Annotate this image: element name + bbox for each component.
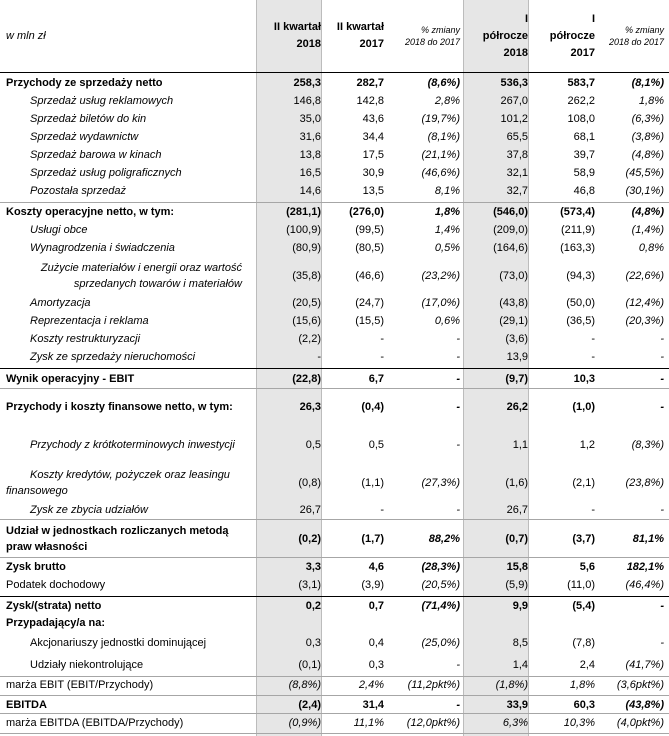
cell-h1-2018: 536,3 [500,77,528,89]
row-label: Reprezentacja i reklama [30,315,149,327]
cell-h1-2018: 33,9 [506,699,528,711]
cell-q-change: 1,8% [434,206,460,218]
cell-h1-2017 [531,614,595,632]
cell-q2-2018: (100,9) [286,224,321,236]
cell-h1-2018: 15,8 [506,561,528,573]
cell-h1-2018: (0,7) [505,533,528,545]
row-divider [0,368,669,369]
cell-q2-2017: 13,5 [362,185,384,197]
cell-h1-2018: 13,9 [506,351,528,363]
row-label: Pozostała sprzedaż [30,185,126,197]
cell-h1-2017: 46,8 [573,185,595,197]
table-row [0,558,669,576]
table-row [0,426,669,464]
cell-h-change: 81,1% [632,533,664,545]
cell-h-change: - [660,401,664,413]
cell-q2-2017: 30,9 [362,167,384,179]
table-row [0,257,669,294]
cell-h1-2017: 10,3% [563,717,595,729]
cell-q2-2017: - [380,504,384,516]
cell-q2-2018: (22,8) [292,373,321,385]
table-row [0,598,669,614]
cell-q2-2018 [256,614,321,632]
cell-q-change: 0,5% [434,242,460,254]
cell-h-change: (23,8%) [625,477,664,489]
cell-h1-2018: 26,2 [506,401,528,413]
table-row [0,632,669,654]
row-divider [0,676,669,677]
cell-h-change: (12,4%) [625,297,664,309]
table-row [0,714,669,732]
row-label: Usługi obce [30,224,88,236]
row-label: Sprzedaż usług reklamowych [30,95,174,107]
cell-h1-2018: (43,8) [499,297,528,309]
cell-h-change: - [660,333,664,345]
cell-q2-2018: (0,8) [298,477,321,489]
cell-q2-2017: 0,3 [368,659,384,671]
cell-h1-2017: 5,6 [579,561,595,573]
table-row [0,502,669,518]
row-label: marża EBIT (EBIT/Przychody) [6,679,154,691]
cell-h-change: (8,1%) [631,77,664,89]
cell-h1-2018: (164,6) [493,242,528,254]
unit-label: w mln zł [6,30,46,42]
cell-h1-2018: (29,1) [499,315,528,327]
cell-q2-2018: (0,2) [298,533,321,545]
cell-q2-2017: (24,7) [355,297,384,309]
table-row [0,464,669,502]
cell-q-change: 2,8% [434,95,460,107]
cell-q2-2017: (99,5) [355,224,384,236]
col-header-h1-2017: I półrocze 2017 [549,12,595,59]
cell-q2-2017: 282,7 [356,77,384,89]
cell-h1-2018: (73,0) [499,269,528,282]
cell-q-change: (46,6%) [421,167,460,179]
table-row [0,128,669,146]
row-label: Przychody z krótkoterminowych inwestycji [30,439,235,451]
table-row [0,294,669,312]
cell-q2-2018: (3,1) [298,579,321,591]
cell-h1-2017: (94,3) [566,269,595,282]
cell-q2-2018: (281,1) [286,206,321,218]
cell-q2-2017: (46,6) [355,269,384,282]
cell-h1-2017: (36,5) [566,315,595,327]
table-row [0,696,669,714]
cell-h1-2017: 262,2 [567,95,595,107]
row-label: Zysk brutto [6,561,66,573]
col-header-q2-2018: II kwartał 2018 [273,21,321,50]
row-divider [0,713,669,714]
cell-h-change: (3,8%) [631,131,664,143]
cell-h1-2018: (5,9) [505,579,528,591]
row-label: Wynik operacyjny - EBIT [6,373,135,385]
row-label: Zysk ze sprzedaży nieruchomości [30,351,196,363]
cell-h-change: (3,6pkt%) [616,679,664,691]
cell-q-change: - [456,401,460,413]
table-row [0,370,669,388]
row-divider [0,202,669,203]
table-row [0,390,669,424]
cell-q-change: (12,0pkt%) [406,717,460,729]
cell-h1-2017: 583,7 [567,77,595,89]
cell-h-change: (22,6%) [625,269,664,282]
cell-q2-2018: 35,0 [299,113,321,125]
cell-q-change [388,614,460,632]
col-header-h-change: % zmiany 2018 do 2017 [608,25,664,47]
row-label: Sprzedaż biletów do kin [30,113,147,125]
cell-q2-2017: 0,5 [368,439,384,451]
row-label: Przypadający/a na: [6,617,106,629]
cell-q2-2017: 31,4 [362,699,384,711]
cell-q2-2017: 6,7 [368,373,384,385]
cell-q2-2018: (15,6) [292,315,321,327]
cell-h1-2017: 58,9 [573,167,595,179]
cell-q-change: - [456,659,460,671]
table-row [0,239,669,257]
cell-q2-2018: 0,5 [305,439,321,451]
cell-q2-2018: 26,3 [299,401,321,413]
cell-q-change: 8,1% [434,185,460,197]
cell-q-change: (28,3%) [421,561,460,573]
cell-q-change: (23,2%) [421,269,460,282]
cell-h1-2018: 65,5 [506,131,528,143]
table-row [0,92,669,110]
cell-q2-2018: (20,5) [292,297,321,309]
cell-h1-2018: (546,0) [493,206,528,218]
cell-q-change: (8,6%) [427,77,460,89]
cell-h1-2017: - [591,351,595,363]
row-label: Podatek dochodowy [6,579,106,591]
row-label: Akcjonariuszy jednostki dominującej [30,637,207,649]
cell-h-change: (4,8%) [631,149,664,161]
cell-h1-2017: (5,4) [572,600,595,612]
row-label: Zysk ze zbycia udziałów [30,504,148,516]
row-label: EBITDA [6,699,47,711]
row-divider [0,519,669,520]
table-row [0,676,669,694]
cell-h-change: (6,3%) [631,113,664,125]
row-label: Przychody i koszty finansowe netto, w tym: [6,401,233,413]
cell-h1-2018: 9,9 [512,600,528,612]
cell-h-change: - [660,504,664,516]
cell-h1-2018: (209,0) [493,224,528,236]
row-label: Zużycie materiałów i energii oraz wartość sprzedanych towarów i materiałów [40,261,242,290]
table-row [0,614,669,632]
cell-q2-2018: (2,4) [298,699,321,711]
cell-h1-2018: 101,2 [500,113,528,125]
cell-q-change: (11,2pkt%) [407,679,460,691]
cell-h1-2018 [463,614,528,632]
cell-h1-2017: 2,4 [579,659,595,671]
row-divider [0,388,669,389]
cell-q2-2017: (0,4) [361,401,384,413]
cell-h-change: (45,5%) [625,167,664,179]
cell-q2-2018: (8,8%) [288,679,321,691]
cell-q-change: - [456,699,460,711]
cell-h-change: (4,0pkt%) [616,717,664,729]
cell-h-change: 1,8% [638,95,664,107]
row-label: marża EBITDA (EBITDA/Przychody) [6,717,184,729]
row-divider [0,557,669,558]
cell-q2-2017: (276,0) [349,206,384,218]
row-label: Koszty operacyjne netto, w tym: [6,206,175,218]
cell-q2-2017: (3,9) [361,579,384,591]
cell-h-change: (46,4%) [625,579,664,591]
cell-h1-2017: 1,2 [579,439,595,451]
table-row [0,146,669,164]
table-row [0,348,669,366]
cell-q2-2018: - [317,351,321,363]
cell-q2-2017: 34,4 [362,131,384,143]
cell-h1-2017: - [591,333,595,345]
cell-h1-2018: (1,8%) [495,679,528,691]
cell-h1-2017: 39,7 [573,149,595,161]
cell-h-change: (8,3%) [631,439,664,451]
row-label: Przychody ze sprzedaży netto [6,77,163,89]
cell-h1-2018: 6,3% [502,717,528,729]
col-header-q-change: % zmiany 2018 do 2017 [404,25,460,47]
cell-q-change: (17,0%) [421,297,460,309]
cell-h1-2017: 60,3 [573,699,595,711]
cell-q-change: - [456,439,460,451]
cell-q2-2018: 258,3 [293,77,321,89]
cell-h-change: 182,1% [626,561,664,573]
cell-q2-2017: 2,4% [358,679,384,691]
cell-h1-2017: (2,1) [572,477,595,489]
cell-q-change: - [456,333,460,345]
cell-h1-2018: (1,6) [505,477,528,489]
cell-h1-2018: 32,7 [506,185,528,197]
cell-q2-2017 [324,614,384,632]
cell-q2-2017: - [380,351,384,363]
table-row [0,182,669,200]
cell-q2-2018: 26,7 [299,504,321,516]
cell-h-change: (1,4%) [631,224,664,236]
row-label: Sprzedaż barowa w kinach [30,149,162,161]
cell-q-change: - [456,373,460,385]
cell-q-change: (71,4%) [421,600,460,612]
cell-q2-2018: (0,1) [298,659,321,671]
cell-h1-2017: (211,9) [560,224,595,236]
table-row [0,330,669,348]
cell-q2-2018: 3,3 [305,561,321,573]
cell-q-change: - [456,351,460,363]
cell-q-change: 0,6% [434,315,460,327]
table-row [0,221,669,239]
cell-q2-2018: 0,2 [305,600,321,612]
cell-q2-2017: 0,7 [368,600,384,612]
cell-h1-2017: (1,0) [572,401,595,413]
cell-h-change: (20,3%) [625,315,664,327]
table-row [0,654,669,676]
cell-q2-2018: 0,3 [305,637,321,649]
cell-h1-2018: 8,5 [512,637,528,649]
cell-h1-2018: 1,1 [512,439,528,451]
table-row [0,203,669,221]
cell-h-change: - [660,600,664,612]
cell-q-change: (20,5%) [421,579,460,591]
row-label: Udział w jednostkach rozliczanych metodą praw własności [6,525,229,553]
row-label: Wynagrodzenia i świadczenia [30,242,175,254]
cell-q2-2018: 146,8 [293,95,321,107]
cell-q-change: (8,1%) [427,131,460,143]
cell-h1-2017: (11,0) [567,579,595,591]
cell-h-change: (30,1%) [625,185,664,197]
row-divider [0,695,669,696]
cell-h-change [598,614,664,632]
cell-q2-2017: - [380,333,384,345]
cell-h1-2017: (163,3) [560,242,595,254]
cell-q-change: (25,0%) [421,637,460,649]
row-label: Amortyzacja [30,297,91,309]
cell-q2-2018: (0,9%) [288,717,321,729]
table-row [0,520,669,558]
cell-q2-2017: (15,5) [355,315,384,327]
cell-h-change: 0,8% [638,242,664,254]
cell-h1-2018: 1,4 [512,659,528,671]
cell-h1-2017: (573,4) [560,206,595,218]
col-header-q2-2017: II kwartał 2017 [336,21,384,50]
cell-q2-2017: (1,1) [361,477,384,489]
cell-h1-2018: 267,0 [500,95,528,107]
row-divider [0,596,669,597]
cell-h-change: - [660,351,664,363]
cell-q-change: (21,1%) [421,149,460,161]
cell-h1-2017: - [591,504,595,516]
table-row [0,74,669,92]
row-label: Zysk/(strata) netto [6,600,102,612]
cell-q2-2017: 142,8 [356,95,384,107]
cell-q-change: - [456,504,460,516]
cell-q-change: 1,4% [434,224,460,236]
cell-q2-2018: (80,9) [292,242,321,254]
cell-q2-2017: 0,4 [368,637,384,649]
cell-h1-2018: (3,6) [505,333,528,345]
cell-q2-2018: (35,8) [292,269,321,282]
row-divider [0,733,669,734]
cell-q2-2018: 14,6 [299,185,321,197]
table-row [0,164,669,182]
cell-h1-2018: 37,8 [506,149,528,161]
cell-q2-2018: 16,5 [299,167,321,179]
cell-q2-2017: 4,6 [368,561,384,573]
table-row [0,576,669,594]
cell-h1-2017: 68,1 [573,131,595,143]
row-label: Udziały niekontrolujące [30,659,144,671]
cell-q2-2018: 13,8 [299,149,321,161]
cell-h-change: - [660,637,664,649]
cell-h1-2018: (9,7) [505,373,528,385]
cell-h-change: (43,8%) [625,699,664,711]
cell-h1-2017: (3,7) [572,533,595,545]
cell-h-change: - [660,373,664,385]
cell-h1-2017: (7,8) [572,637,595,649]
cell-h1-2018: 32,1 [506,167,528,179]
cell-q-change: (19,7%) [421,113,460,125]
cell-h1-2018: 26,7 [506,504,528,516]
cell-q2-2017: 11,1% [353,717,384,729]
cell-q2-2017: 17,5 [362,149,384,161]
table-row [0,312,669,330]
cell-h1-2017: 108,0 [567,113,595,125]
row-divider [0,72,669,73]
cell-q2-2017: (1,7) [361,533,384,545]
row-label: Koszty kredytów, pożyczek oraz leasingu finansowego [6,469,230,497]
cell-q-change: 88,2% [428,533,460,545]
cell-q2-2017: 43,6 [362,113,384,125]
row-label: Koszty restrukturyzacji [30,333,141,345]
cell-h1-2017: (50,0) [566,297,595,309]
cell-q2-2017: (80,5) [355,242,384,254]
cell-q2-2018: 31,6 [299,131,321,143]
col-header-h1-2018: I półrocze 2018 [482,12,528,59]
cell-h1-2017: 1,8% [569,679,595,691]
row-label: Sprzedaż wydawnictw [30,131,139,143]
cell-h-change: (41,7%) [625,659,664,671]
cell-h1-2017: 10,3 [573,373,595,385]
row-label: Sprzedaż usług poligraficznych [30,167,182,179]
cell-h-change: (4,8%) [631,206,664,218]
table-row [0,110,669,128]
cell-q2-2018: (2,2) [298,333,321,345]
cell-q-change: (27,3%) [421,477,460,489]
